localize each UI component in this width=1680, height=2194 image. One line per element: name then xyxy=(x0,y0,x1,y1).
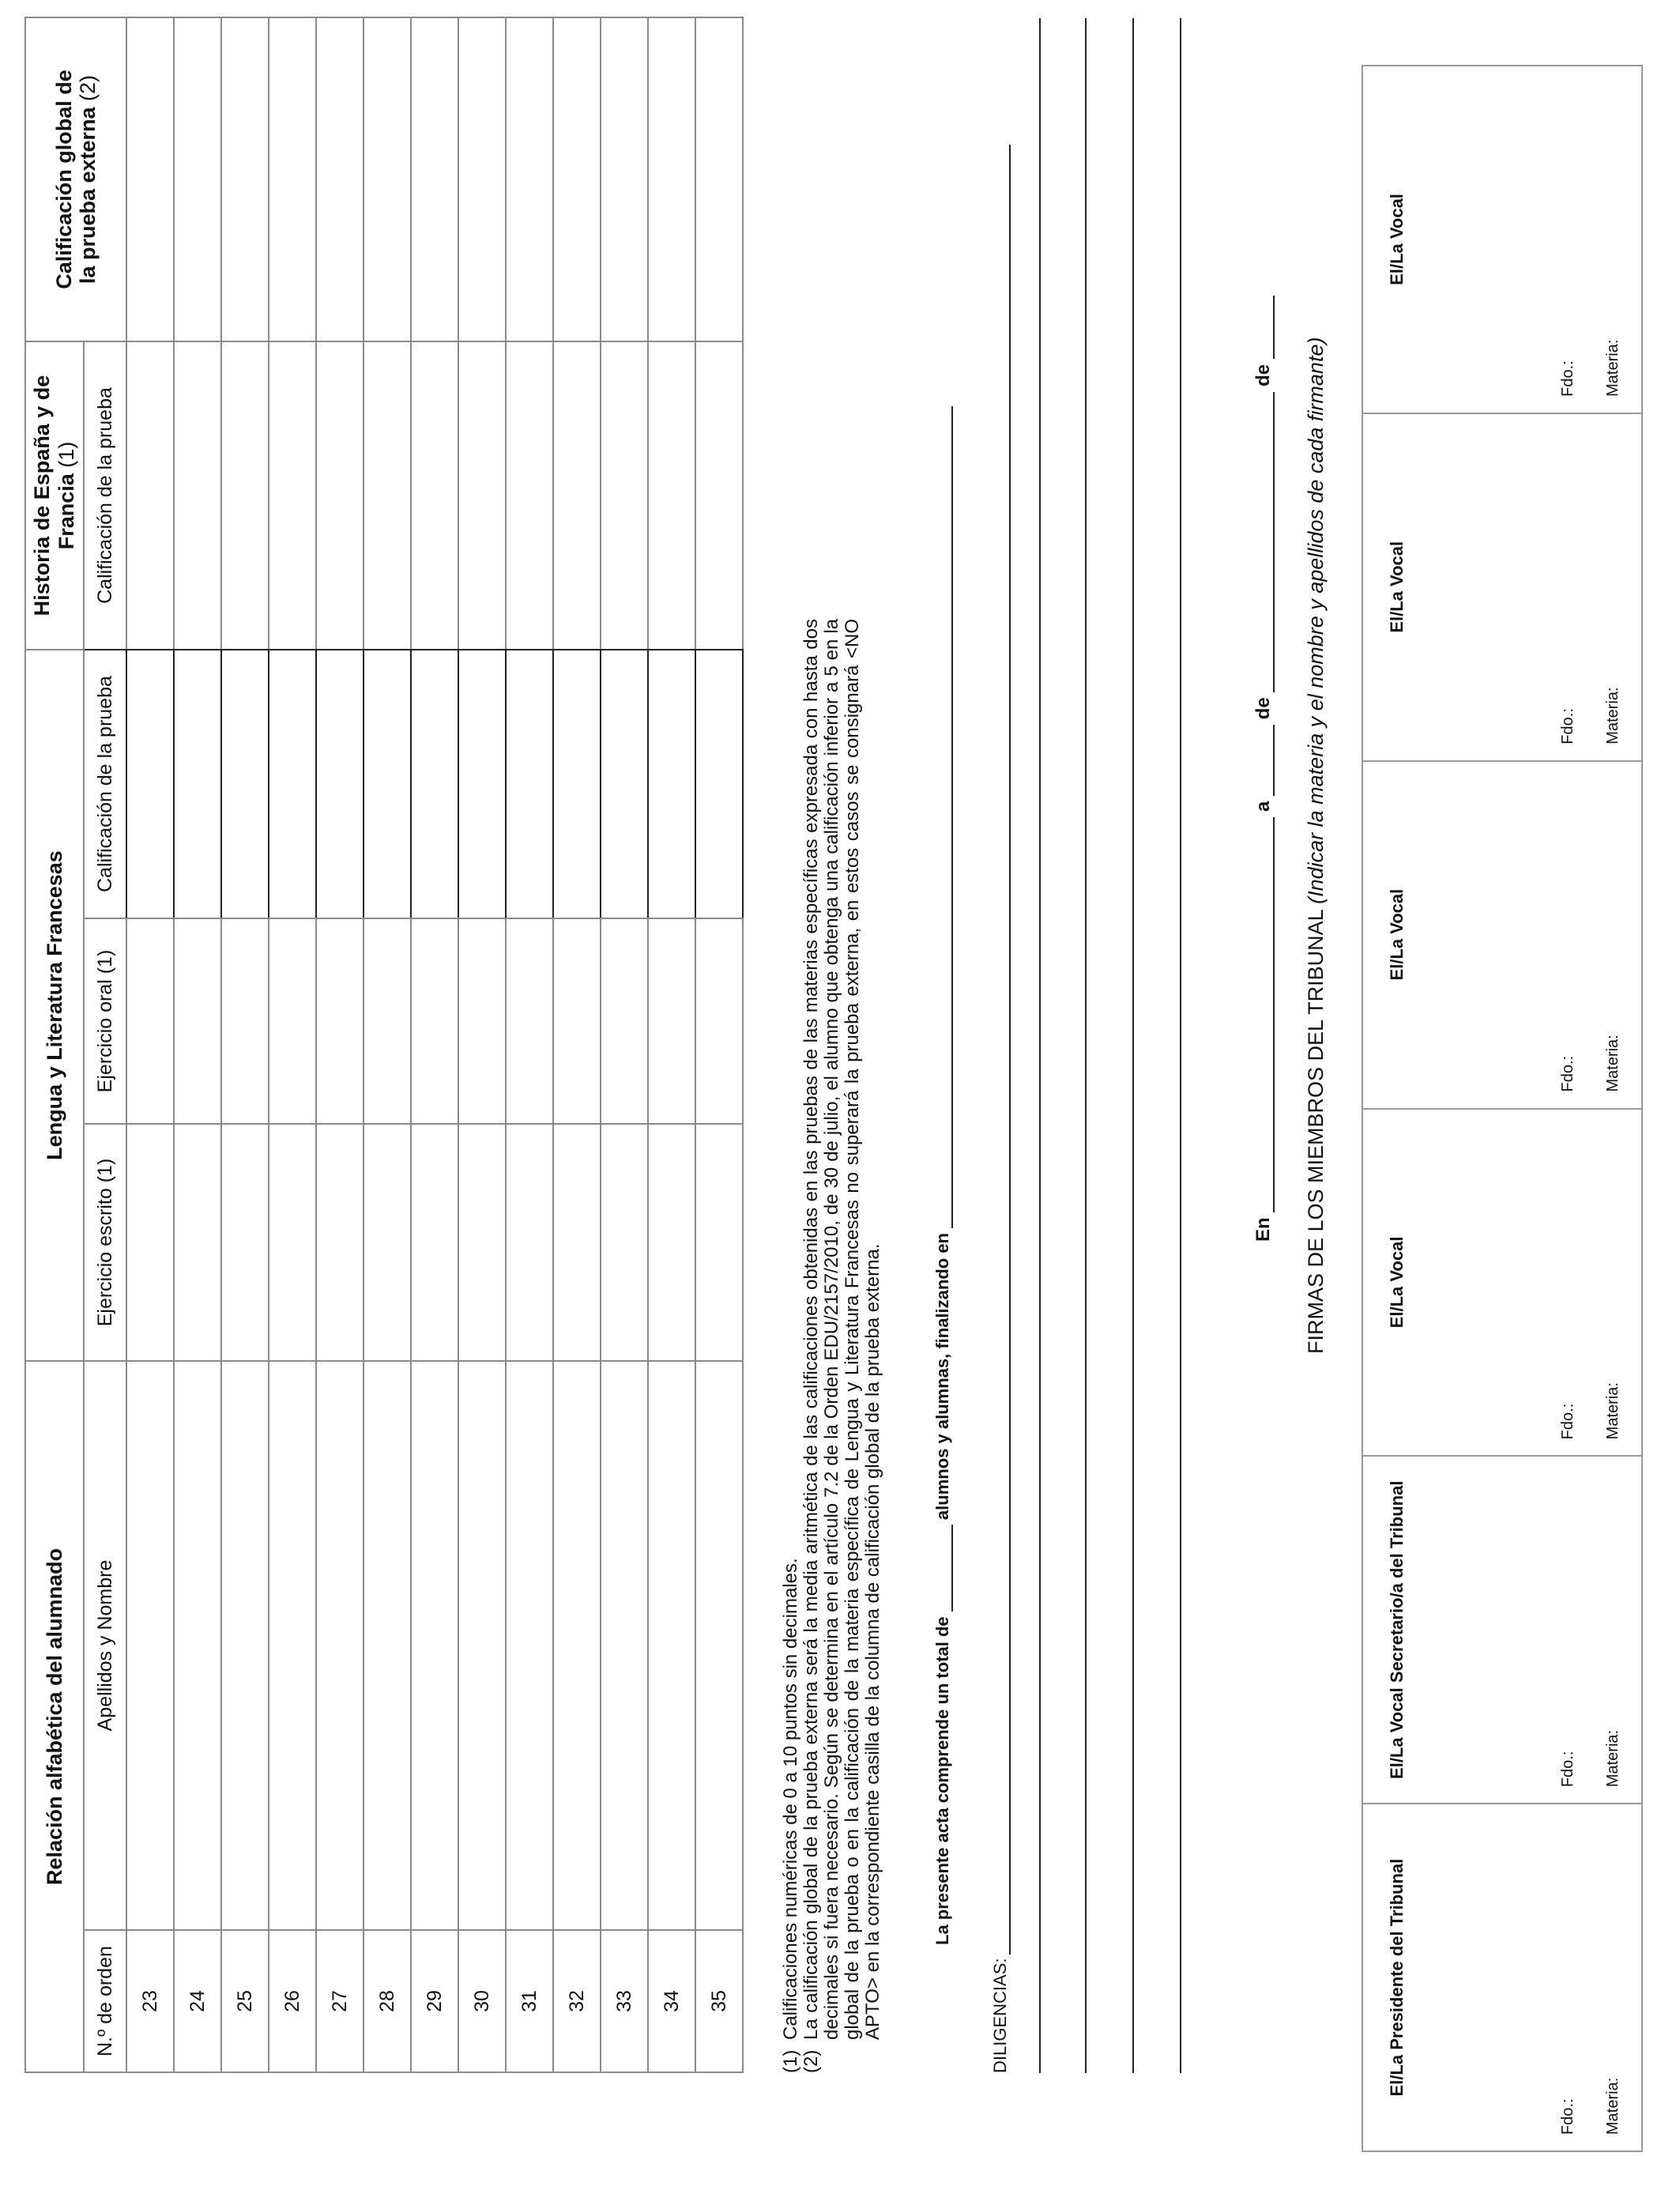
cal-historia-cell[interactable] xyxy=(269,341,316,650)
signature-slot[interactable] xyxy=(1363,1804,1641,2151)
orden-cell: 26 xyxy=(269,1930,316,2072)
nombre-cell[interactable] xyxy=(221,1361,269,1930)
cal-lengua-cell[interactable] xyxy=(363,650,411,918)
cal-lengua-cell[interactable] xyxy=(221,650,269,918)
fdo-label: Fdo.: xyxy=(1559,1403,1576,1440)
nombre-cell[interactable] xyxy=(648,1361,695,1930)
footnote-1-text: Calificaciones numéricas de 0 a 10 puntos sin decimales. xyxy=(780,1558,801,2040)
global-cell[interactable] xyxy=(553,17,601,341)
nombre-cell[interactable] xyxy=(363,1361,411,1930)
cal-lengua-cell[interactable] xyxy=(601,650,648,918)
cal-lengua-cell[interactable] xyxy=(316,650,363,918)
table-row xyxy=(316,17,363,2072)
cal-historia-cell[interactable] xyxy=(221,341,269,650)
firmas-subtitle: (Indicar la materia y el nombre y apellidos de cada firmante) xyxy=(1304,337,1328,904)
global-cell[interactable] xyxy=(126,17,174,341)
diligencias-line-2[interactable] xyxy=(1039,18,1041,2073)
table-row xyxy=(411,17,458,2072)
global-cell[interactable] xyxy=(174,17,221,341)
orden-cell: 24 xyxy=(174,1930,221,2072)
orden-cell: 28 xyxy=(363,1930,411,2072)
escrito-cell[interactable] xyxy=(458,1124,506,1361)
signature-role: El/La Vocal xyxy=(1387,1236,1407,1329)
month-field[interactable] xyxy=(1273,392,1275,692)
oral-header: Ejercicio oral (1) xyxy=(84,918,126,1124)
diligencias-line-1[interactable] xyxy=(1009,145,1011,1955)
cal-historia-cell[interactable] xyxy=(363,341,411,650)
global-cell[interactable] xyxy=(695,17,743,341)
cal-lengua-cell[interactable] xyxy=(553,650,601,918)
orden-cell: 32 xyxy=(553,1930,601,2072)
cal-historia-header: Calificación de la prueba xyxy=(84,341,126,650)
escrito-cell[interactable] xyxy=(601,1124,648,1361)
materia-label: Materia: xyxy=(1604,1035,1622,1092)
escrito-cell[interactable] xyxy=(221,1124,269,1361)
escrito-cell[interactable] xyxy=(648,1124,695,1361)
materia-label: Materia: xyxy=(1604,1382,1622,1440)
nombre-cell[interactable] xyxy=(553,1361,601,1930)
signature-slot[interactable] xyxy=(1363,1110,1641,1457)
cal-lengua-cell[interactable] xyxy=(269,650,316,918)
fdo-label: Fdo.: xyxy=(1559,708,1576,745)
materia-label: Materia: xyxy=(1604,339,1622,397)
alumnado-header: Relación alfabética del alumnado xyxy=(25,1361,84,2072)
diligencias-section xyxy=(990,18,1011,2073)
cal-historia-cell[interactable] xyxy=(174,341,221,650)
cal-historia-cell[interactable] xyxy=(553,341,601,650)
oral-cell[interactable] xyxy=(648,918,695,1124)
orden-cell: 33 xyxy=(601,1930,648,2072)
firmas-title-text: FIRMAS DE LOS MIEMBROS DEL TRIBUNAL xyxy=(1304,910,1328,1354)
orden-cell: 23 xyxy=(126,1930,174,2072)
global-cell[interactable] xyxy=(648,17,695,341)
signature-role: El/La Vocal xyxy=(1387,541,1407,633)
nombre-cell[interactable] xyxy=(695,1361,743,1930)
summary-part1: La presente acta comprende un total de xyxy=(932,1616,952,1945)
day-field[interactable] xyxy=(1273,725,1275,796)
cal-historia-cell[interactable] xyxy=(411,341,458,650)
escrito-cell[interactable] xyxy=(363,1124,411,1361)
en-label: En xyxy=(1252,1217,1274,1242)
escrito-cell[interactable] xyxy=(126,1124,174,1361)
orden-header: N.º de orden xyxy=(84,1930,126,2072)
table-row xyxy=(648,17,695,2072)
orden-cell: 31 xyxy=(506,1930,553,2072)
a-label: a xyxy=(1252,801,1274,812)
orden-cell: 34 xyxy=(648,1930,695,2072)
oral-cell[interactable] xyxy=(363,918,411,1124)
materia-label: Materia: xyxy=(1604,1729,1622,1788)
signature-slot[interactable] xyxy=(1363,414,1641,762)
summary-part2: alumnos y alumnas, finalizando en xyxy=(932,1233,952,1521)
signature-box xyxy=(1362,65,1643,2152)
nombre-cell[interactable] xyxy=(601,1361,648,1930)
diligencias-line-5[interactable] xyxy=(1180,18,1181,2073)
place-date-line xyxy=(1252,296,1275,1242)
signature-role: El/La Vocal xyxy=(1387,888,1407,981)
diligencias-line-3[interactable] xyxy=(1085,18,1087,2073)
cal-historia-cell[interactable] xyxy=(695,341,743,650)
cal-historia-cell[interactable] xyxy=(316,341,363,650)
oral-cell[interactable] xyxy=(174,918,221,1124)
table-row xyxy=(553,17,601,2072)
fdo-label: Fdo.: xyxy=(1559,1055,1576,1092)
lengua-header: Lengua y Literatura Francesas xyxy=(25,650,84,1361)
table-row xyxy=(458,17,506,2072)
table-row xyxy=(601,17,648,2072)
signature-slot[interactable] xyxy=(1363,1457,1641,1804)
nombre-cell[interactable] xyxy=(269,1361,316,1930)
footnote-1 xyxy=(781,619,801,2073)
oral-cell[interactable] xyxy=(695,918,743,1124)
orden-cell: 27 xyxy=(316,1930,363,2072)
cal-lengua-cell[interactable] xyxy=(174,650,221,918)
escrito-cell[interactable] xyxy=(695,1124,743,1361)
oral-cell[interactable] xyxy=(269,918,316,1124)
total-students-field[interactable] xyxy=(951,1525,953,1612)
nombre-cell[interactable] xyxy=(506,1361,553,1930)
table-row xyxy=(363,17,411,2072)
table-row xyxy=(269,17,316,2072)
table-row xyxy=(126,17,174,2072)
finalizing-field[interactable] xyxy=(951,406,953,1228)
fdo-label: Fdo.: xyxy=(1559,2098,1576,2135)
historia-header xyxy=(25,341,84,650)
historia-header-note: (1) xyxy=(55,441,78,468)
oral-cell[interactable] xyxy=(221,918,269,1124)
table-row xyxy=(221,17,269,2072)
escrito-cell[interactable] xyxy=(316,1124,363,1361)
cal-historia-cell[interactable] xyxy=(126,341,174,650)
footnote-2-key: (2) xyxy=(800,2049,822,2073)
footnote-2-text: La calificación global de la prueba externa será la media aritmética de las calificaciones obtenidas en las pruebas de las materias específicas expresada con hasta dos decimales si fuera necesario. Según se determina en el artículo 7.2 de la Orden EDU/2157/2010, de 30 de julio, el alumno que obtenga una calificación inferior a 5 en la global de la prueba o en la calificación de la materia específica de Lengua y Literatura Francesas no superará la prueba externa, en estos casos se consignará <NO APTO> en la correspondiente casilla de la columna de calificación global de la prueba externa. xyxy=(800,619,883,2040)
grades-table xyxy=(24,17,744,2073)
table-row xyxy=(506,17,553,2072)
diligencias-line-4[interactable] xyxy=(1132,18,1134,2073)
escrito-cell[interactable] xyxy=(269,1124,316,1361)
historia-header-text: Historia de España y de Francia xyxy=(30,375,78,616)
orden-cell: 29 xyxy=(411,1930,458,2072)
footnote-1-key: (1) xyxy=(780,2049,801,2073)
de-label-1: de xyxy=(1252,697,1274,720)
global-cell[interactable] xyxy=(601,17,648,341)
global-header-note: (2) xyxy=(76,74,100,101)
cal-lengua-cell[interactable] xyxy=(458,650,506,918)
orden-cell: 30 xyxy=(458,1930,506,2072)
global-cell[interactable] xyxy=(269,17,316,341)
global-cell[interactable] xyxy=(506,17,553,341)
oral-cell[interactable] xyxy=(601,918,648,1124)
signature-role: El/La Vocal Secretario/a del Tribunal xyxy=(1387,1480,1407,1779)
oral-cell[interactable] xyxy=(458,918,506,1124)
cal-historia-cell[interactable] xyxy=(506,341,553,650)
summary-line xyxy=(932,406,953,1945)
nombre-cell[interactable] xyxy=(174,1361,221,1930)
de-label-2: de xyxy=(1252,364,1274,386)
global-cell[interactable] xyxy=(316,17,363,341)
cal-lengua-cell[interactable] xyxy=(648,650,695,918)
global-cell[interactable] xyxy=(458,17,506,341)
signature-role: El/La Presidente del Tribunal xyxy=(1387,1858,1407,2097)
oral-cell[interactable] xyxy=(506,918,553,1124)
orden-cell: 35 xyxy=(695,1930,743,2072)
year-field[interactable] xyxy=(1273,296,1275,359)
fdo-label: Fdo.: xyxy=(1559,1751,1576,1788)
footnotes xyxy=(781,619,883,2073)
global-header xyxy=(25,17,126,341)
table-row xyxy=(695,17,743,2072)
signature-slot[interactable] xyxy=(1363,66,1641,414)
escrito-cell[interactable] xyxy=(506,1124,553,1361)
oral-cell[interactable] xyxy=(126,918,174,1124)
cal-lengua-cell[interactable] xyxy=(411,650,458,918)
cal-lengua-cell[interactable] xyxy=(695,650,743,918)
global-cell[interactable] xyxy=(363,17,411,341)
nombre-cell[interactable] xyxy=(126,1361,174,1930)
cal-historia-cell[interactable] xyxy=(458,341,506,650)
nombre-header: Apellidos y Nombre xyxy=(84,1361,126,1930)
footnote-2 xyxy=(801,619,883,2073)
signature-role: El/La Vocal xyxy=(1387,194,1407,285)
escrito-header: Ejercicio escrito (1) xyxy=(84,1124,126,1361)
oral-cell[interactable] xyxy=(553,918,601,1124)
global-cell[interactable] xyxy=(411,17,458,341)
escrito-cell[interactable] xyxy=(174,1124,221,1361)
cal-historia-cell[interactable] xyxy=(601,341,648,650)
oral-cell[interactable] xyxy=(411,918,458,1124)
materia-label: Materia: xyxy=(1604,2077,1622,2135)
global-cell[interactable] xyxy=(221,17,269,341)
table-row xyxy=(174,17,221,2072)
signature-slot[interactable] xyxy=(1363,762,1641,1110)
cal-lengua-header: Calificación de la prueba xyxy=(84,650,126,918)
oral-cell[interactable] xyxy=(316,918,363,1124)
table-body xyxy=(126,17,743,2072)
diligencias-label: DILIGENCIAS: xyxy=(990,1958,1010,2073)
global-header-line2 xyxy=(76,18,100,341)
firmas-title xyxy=(1304,337,1328,1354)
place-field[interactable] xyxy=(1273,817,1275,1212)
escrito-cell[interactable] xyxy=(411,1124,458,1361)
nombre-cell[interactable] xyxy=(458,1361,506,1930)
nombre-cell[interactable] xyxy=(411,1361,458,1930)
group-header-row xyxy=(25,17,84,2072)
nombre-cell[interactable] xyxy=(316,1361,363,1930)
fdo-label: Fdo.: xyxy=(1559,360,1576,397)
cal-lengua-cell[interactable] xyxy=(126,650,174,918)
orden-cell: 25 xyxy=(221,1930,269,2072)
escrito-cell[interactable] xyxy=(553,1124,601,1361)
cal-lengua-cell[interactable] xyxy=(506,650,553,918)
global-header-line2-text: la prueba externa xyxy=(76,107,100,285)
cal-historia-cell[interactable] xyxy=(648,341,695,650)
materia-label: Materia: xyxy=(1604,687,1622,745)
global-header-line1: Calificación global de xyxy=(52,70,76,289)
